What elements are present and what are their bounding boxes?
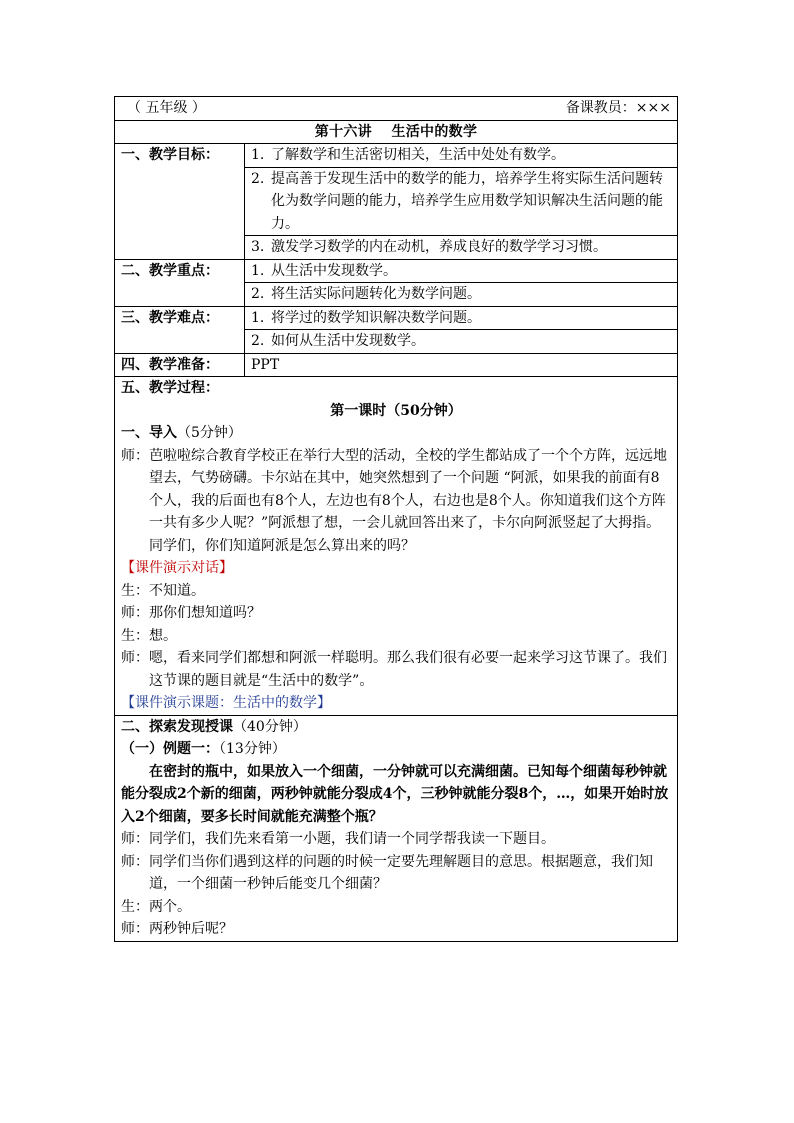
prep-value: PPT <box>245 353 678 377</box>
item-number: 2. <box>251 333 265 349</box>
item-number: 1. <box>251 309 265 326</box>
courseware-note: 【课件演示课题：生活中的数学】 <box>121 695 331 711</box>
courseware-note: 【课件演示对话】 <box>121 560 233 576</box>
item-number: 1. <box>251 147 265 163</box>
dialogue-line: 师：两秒钟后呢？ <box>121 921 233 937</box>
item-text: 如何从生活中发现数学。 <box>271 333 425 349</box>
list-item <box>251 236 671 259</box>
intro-heading: 一、导入 <box>121 425 177 441</box>
list-item <box>251 168 671 236</box>
lesson-plan-table <box>114 96 678 942</box>
explore-row <box>115 715 678 941</box>
keypoints-label: 二、教学重点： <box>115 259 245 306</box>
intro-heading-line <box>121 422 671 445</box>
item-text: 将生活实际问题转化为数学问题。 <box>271 286 481 302</box>
list-item <box>251 330 671 353</box>
process-label: 五、教学过程： <box>121 380 219 396</box>
list-item <box>251 283 671 306</box>
intro-time: （5分钟） <box>177 425 242 441</box>
item-number: 2. <box>251 170 265 187</box>
list-item <box>251 307 671 330</box>
difficulties-row <box>115 306 678 353</box>
example-time: （13分钟） <box>219 741 286 757</box>
prep-label: 四、教学准备： <box>115 353 245 377</box>
keypoints-list <box>245 259 678 306</box>
dialogue-line: 师：嗯，看来同学们都想和阿派一样聪明。那么我们很有必要一起来学习这节课了。我们这节课的题目就是“生活中的数学”。 <box>121 650 667 689</box>
lesson-plan-page <box>114 96 677 942</box>
dialogue-line: 生：想。 <box>121 627 177 644</box>
item-text: 将学过的数学知识解决数学问题。 <box>271 309 481 326</box>
item-text: 了解数学和生活密切相关，生活中处处有数学。 <box>271 147 565 163</box>
list-item <box>251 260 671 283</box>
list-item <box>251 144 671 167</box>
dialogue-line: 生：两个。 <box>121 898 191 915</box>
title-row <box>115 120 678 144</box>
example-problem: 在密封的瓶中，如果放入一个细菌，一分钟就可以充满细菌。已知每个细菌每秒钟就能分裂成2个新的细菌，两秒钟就能分裂成4个，三秒钟就能分裂8个，…，如果开始时放入2个细菌，要多长时间就能充满整个瓶？ <box>121 763 669 825</box>
session-heading: 第一课时（50分钟） <box>330 402 462 419</box>
teacher-label: 备课教员：××× <box>565 100 672 116</box>
explore-cell <box>115 715 678 941</box>
keypoints-row <box>115 259 678 306</box>
item-number: 3. <box>251 239 265 255</box>
process-row <box>115 377 678 716</box>
item-text: 从生活中发现数学。 <box>271 262 397 279</box>
goals-list <box>245 144 678 260</box>
dialogue-line: 师：芭啦啦综合教育学校正在举行大型的活动，全校的学生都站成了一个个方阵，远远地望去，气势磅礴。卡尔站在其中，她突然想到了一个问题 “阿派，如果我的前面有8个人，我的后面也有8个人，左边也有8个人，右边也是8个人。你知道我们这个方阵一共有多少人呢？”阿派想了想，一会儿就回答出来了，卡尔向阿派竖起了大拇指。同学们，你们知道阿派是怎么算出来的吗？ <box>121 447 667 554</box>
explore-heading: 二、探索发现授课 <box>121 718 233 735</box>
example-heading: （一）例题一： <box>121 741 219 757</box>
example-heading-line <box>121 738 671 761</box>
lesson-title: 第十六讲 生活中的数学 <box>115 120 678 144</box>
process-cell <box>115 377 678 716</box>
item-number: 2. <box>251 286 265 302</box>
dialogue-line: 师：那你们想知道吗？ <box>121 605 261 621</box>
prep-row <box>115 353 678 377</box>
dialogue-line: 生：不知道。 <box>121 582 205 599</box>
item-text: 提高善于发现生活中的数学的能力，培养学生将实际生活问题转化为数学问题的能力，培养学生应用数学知识解决生活问题的能力。 <box>271 170 663 232</box>
item-text: 激发学习数学的内在动机，养成良好的数学学习习惯。 <box>271 239 607 255</box>
difficulties-label: 三、教学难点： <box>115 306 245 353</box>
explore-time: （40分钟） <box>233 718 307 735</box>
header-row <box>115 97 678 121</box>
difficulties-list <box>245 306 678 353</box>
goals-row <box>115 144 678 260</box>
dialogue-line: 师：同学们当你们遇到这样的问题的时候一定要先理解题目的意思。根据题意，我们知道，一个细菌一秒钟后能变几个细菌？ <box>121 853 653 892</box>
grade-label: （ 五年级 ） <box>127 100 206 116</box>
goals-label: 一、教学目标： <box>115 144 245 260</box>
dialogue-line: 师：同学们，我们先来看第一小题，我们请一个同学帮我读一下题目。 <box>121 831 555 847</box>
explore-heading-line <box>121 716 671 739</box>
item-number: 1. <box>251 262 265 279</box>
